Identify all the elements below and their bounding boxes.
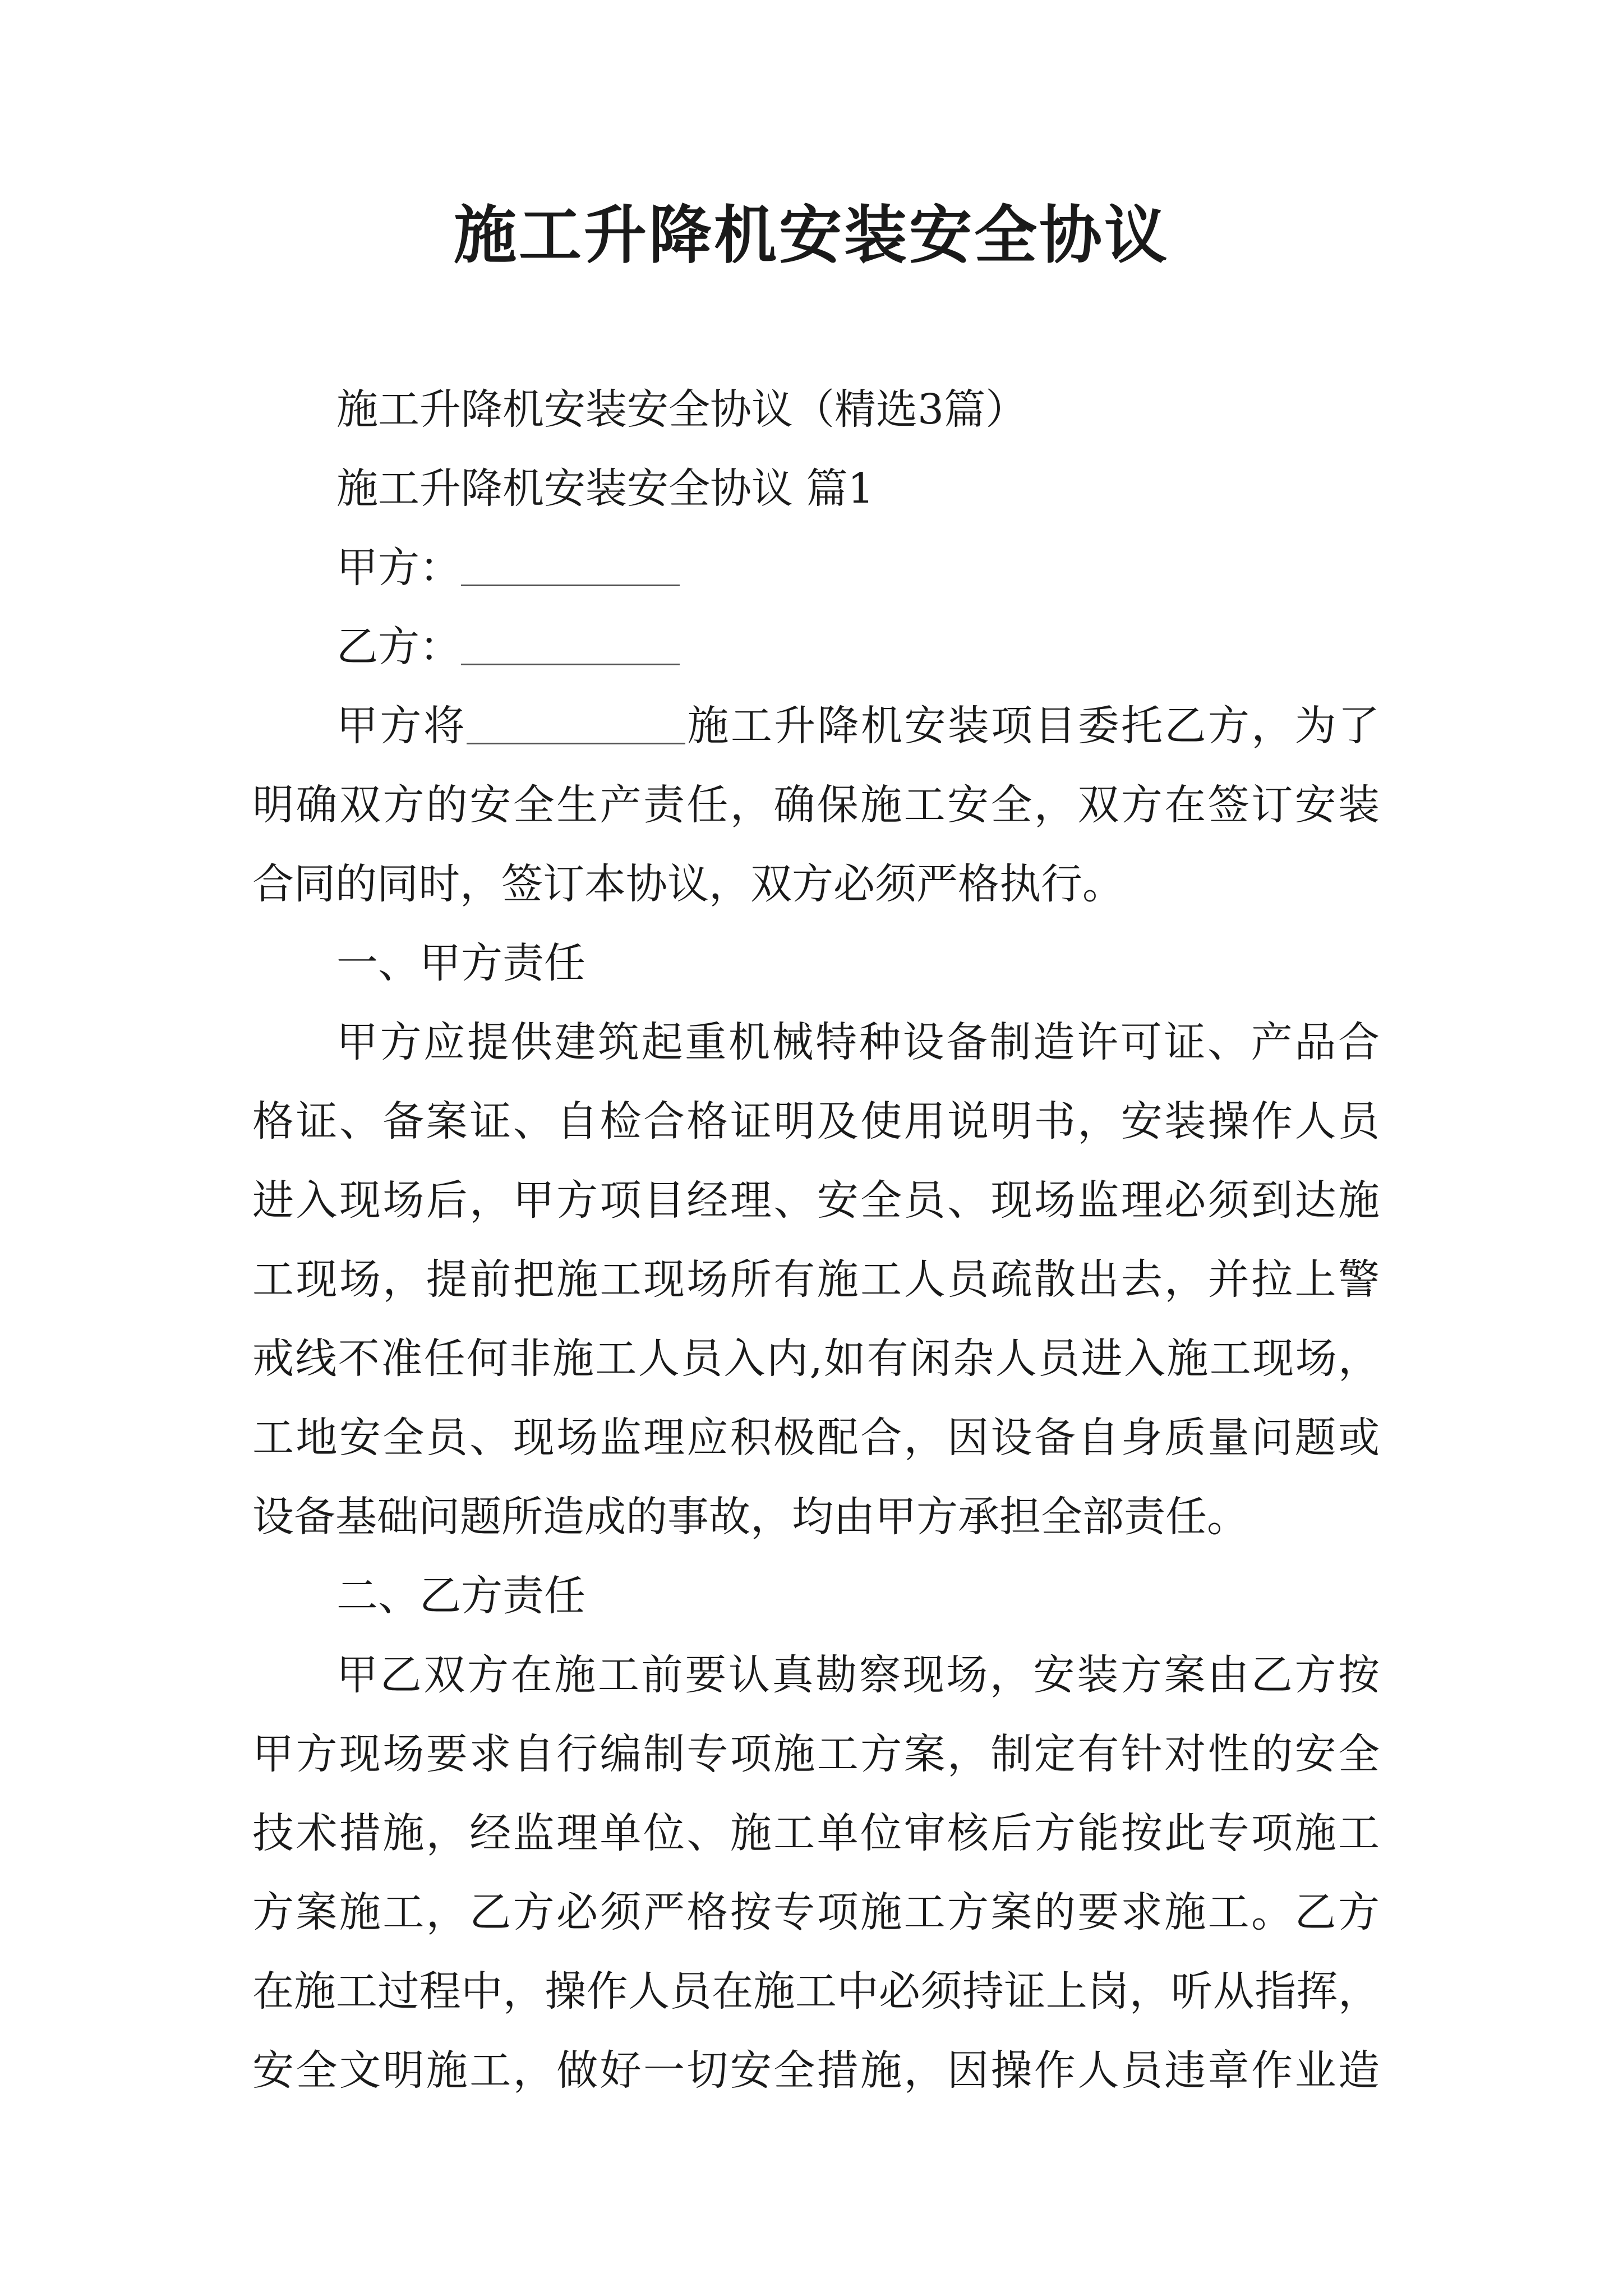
para1-line: 甲方应提供建筑起重机械特种设备制造许可证、产品合 xyxy=(336,1018,1380,1066)
section-heading: 施工升降机安装安全协议 篇1 xyxy=(336,464,874,513)
intro-prefix: 甲方将 xyxy=(336,702,467,750)
project-name-blank[interactable] xyxy=(467,701,685,744)
para2-line: 在施工过程中，操作人员在施工中必须持证上岗，听从指挥， xyxy=(252,1967,1380,2016)
document-body xyxy=(252,370,1380,2110)
document-title: 施工升降机安装安全协议 xyxy=(454,199,1169,272)
para1-line: 戒线不准任何非施工人员入内,如有闲杂人员进入施工现场， xyxy=(252,1335,1380,1383)
party-a-line xyxy=(252,528,1380,608)
intro-line-3: 合同的同时，签订本协议，双方必须严格执行。 xyxy=(252,860,1124,908)
para1-line: 工现场，提前把施工现场所有施工人员疏散出去，并拉上警 xyxy=(252,1255,1380,1304)
intro-line-1-suffix: 施工升降机安装项目委托乙方，为了 xyxy=(685,702,1380,750)
para1-line: 设备基础问题所造成的事故，均由甲方承担全部责任。 xyxy=(252,1493,1248,1541)
party-b-blank[interactable] xyxy=(461,622,680,665)
party-a-label: 甲方： xyxy=(336,544,461,592)
para1-line: 格证、备案证、自检合格证明及使用说明书，安装操作人员 xyxy=(252,1097,1380,1145)
intro-line-1 xyxy=(252,687,1380,766)
heading-party-a-responsibility: 一、甲方责任 xyxy=(336,939,585,987)
para2-line: 甲方现场要求自行编制专项施工方案，制定有针对性的安全 xyxy=(252,1730,1380,1778)
heading-party-b-responsibility: 二、乙方责任 xyxy=(336,1572,585,1620)
para1-line: 进入现场后，甲方项目经理、安全员、现场监理必须到达施 xyxy=(252,1176,1380,1225)
party-b-line xyxy=(252,608,1380,687)
para2-line: 安全文明施工，做好一切安全措施，因操作人员违章作业造 xyxy=(252,2046,1380,2095)
intro-line-2: 明确双方的安全生产责任，确保施工安全，双方在签订安装 xyxy=(252,781,1380,829)
para1-line: 工地安全员、现场监理应积极配合，因设备自身质量问题或 xyxy=(252,1414,1380,1462)
para2-line: 方案施工，乙方必须严格按专项施工方案的要求施工。乙方 xyxy=(252,1888,1380,1936)
party-b-label: 乙方： xyxy=(336,623,461,671)
para2-line: 技术措施，经监理单位、施工单位审核后方能按此专项施工 xyxy=(252,1809,1380,1857)
para2-line: 甲乙双方在施工前要认真勘察现场，安装方案由乙方按 xyxy=(336,1651,1380,1699)
party-a-blank[interactable] xyxy=(461,543,680,586)
subtitle: 施工升降机安装安全协议（精选3篇） xyxy=(336,385,1027,434)
